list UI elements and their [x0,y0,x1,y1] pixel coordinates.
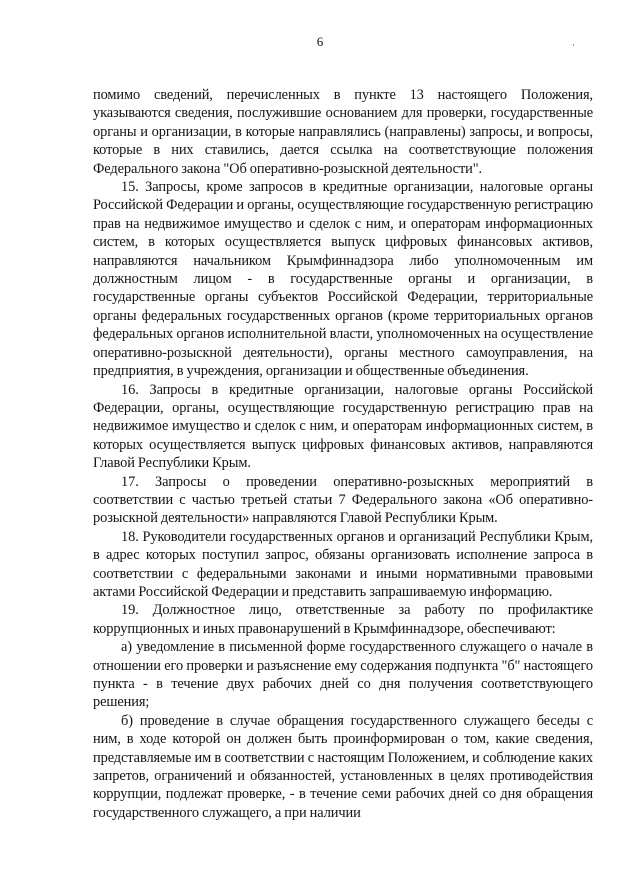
paragraph-19: 19. Должностное лицо, ответственные за работу по профилактике коррупционных и иных правонарушений в Крымфиннадзоре, обеспечивают: [93,602,593,637]
scan-mark-top [573,44,574,46]
page-body [93,86,593,822]
paragraph-16: 16. Запросы в кредитные организации, налоговые органы Российской Федерации, органы, осуществляющие государственную регистрацию прав на недвижимое имущество и сделок с ним, и операторам информационных систем, в которых осуществляется выпуск цифровых финансовых активов, направляются Главой Республики Крым. [93,381,593,472]
paragraph-19-b: б) проведение в случае обращения государственного служащего беседы с ним, в ходе которой он должен быть проинформирован о том, какие сведения, представляемые им в соответствии с настоящим Положением, и соблюдение каких запретов, ограничений и обязанностей, установленных в целях противодействия коррупции, подлежат проверке, - в течение семи рабочих дней со дня обращения государственного служащего, а при наличии [93,712,593,821]
paragraph-continuation: помимо сведений, перечисленных в пункте 13 настоящего Положения, указываются сведения, послужившие основанием для проверки, государственные органы и организации, в которые направлялись (направлены) запросы, и вопросы, которые в них ставились, дается ссылка на соответствующие положения Федерального закона "Об оперативно-розыскной деятельности". [93,87,593,177]
paragraph-15: 15. Запросы, кроме запросов в кредитные организации, налоговые органы Российской Федерации и органы, осуществляющие государственную регистрацию прав на недвижимое имущество и сделок с ним, и операторам информационных систем, в которых осуществляется выпуск цифровых финансовых активов, направляются начальником Крымфиннадзора либо уполномоченным им должностным лицом - в государственные органы и организации, в государственные органы субъектов Российской Федерации, территориальные органы федеральных государственных органов (кроме территориальных органов федеральных органов исполнительной власти, уполномоченных на осуществление оперативно-розыскной деятельности), органы местного самоуправления, на предприятия, в учреждения, организации и общественные объединения. [93,179,593,380]
paragraph-19-a: а) уведомление в письменной форме государственного служащего о начале в отношении его проверки и разъяснение ему содержания подпункта "б" настоящего пункта - в течение двух рабочих дней со дня получения соответствующего решения; [93,639,593,711]
paragraph-17: 17. Запросы о проведении оперативно-розыскных мероприятий в соответствии с частью третьей статьи 7 Федерального закона «Об оперативно-розыскной деятельности» направляются Главой Республики Крым. [93,473,593,527]
page-number: 6 [316,34,324,49]
paragraph-18: 18. Руководители государственных органов и организаций Республики Крым, в адрес которых поступил запрос, обязаны организовать исполнение запроса в соответствии с федеральными законами и иными нормативными правовыми актами Российской Федерации и представить запрашиваемую информацию. [93,528,593,600]
